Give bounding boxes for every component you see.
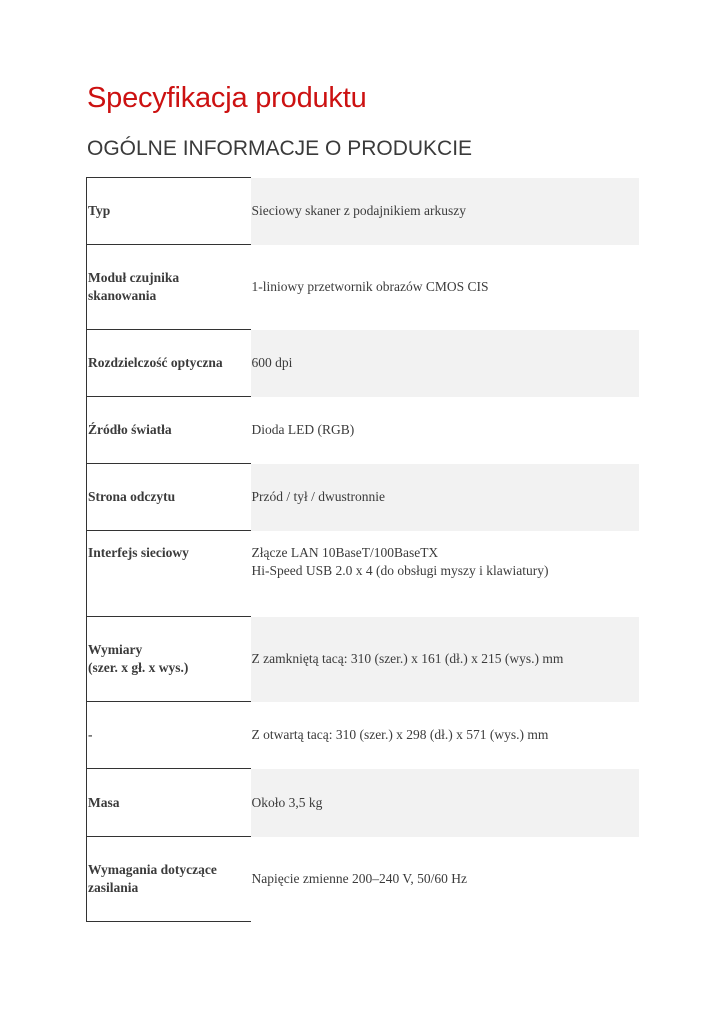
spec-label: Moduł czujnika skanowania (87, 245, 251, 330)
spec-value-line: Hi-Speed USB 2.0 x 4 (do obsługi myszy i klawiatury) (251, 562, 549, 578)
spec-value: 1-liniowy przetwornik obrazów CMOS CIS (251, 279, 489, 294)
spec-value-line: Złącze LAN 10BaseT/100BaseTX (251, 544, 439, 560)
spec-value: Z otwartą tacą: 310 (szer.) x 298 (dł.) x 571 (wys.) mm (251, 727, 549, 742)
spec-row-sensor (87, 245, 639, 330)
spec-value (251, 531, 639, 617)
spec-label: Rozdzielczość optyczna (87, 330, 251, 397)
spec-value: Z zamkniętą tacą: 310 (szer.) x 161 (dł.) x 215 (wys.) mm (251, 617, 639, 702)
spec-row-power (87, 837, 639, 922)
spec-label-line: Wymiary (88, 642, 143, 657)
spec-value: Około 3,5 kg (251, 769, 639, 837)
spec-value: Przód / tył / dwustronnie (251, 464, 639, 531)
spec-row-dimensions (87, 617, 639, 702)
spec-row-typ (87, 178, 639, 245)
spec-row-interface (87, 531, 639, 617)
spec-label-line: (szer. x gł. x wys.) (88, 660, 189, 675)
spec-label (87, 617, 251, 702)
page-title: Specyfikacja produktu (87, 82, 367, 114)
spec-label: - (87, 702, 251, 769)
spec-row-dimensions-open (87, 702, 639, 769)
spec-table (86, 177, 639, 922)
spec-row-light-source (87, 397, 639, 464)
spec-label: Interfejs sieciowy (87, 531, 251, 617)
spec-label: Źródło światła (87, 397, 251, 464)
spec-label: Wymagania dotyczące zasilania (87, 837, 251, 922)
spec-label: Masa (87, 769, 251, 837)
spec-value: Sieciowy skaner z podajnikiem arkuszy (251, 178, 639, 245)
spec-row-resolution (87, 330, 639, 397)
spec-label: Strona odczytu (87, 464, 251, 531)
spec-label: Typ (87, 178, 251, 245)
spec-value: Dioda LED (RGB) (251, 422, 355, 437)
section-title: OGÓLNE INFORMACJE O PRODUKCIE (87, 137, 473, 160)
spec-row-weight (87, 769, 639, 837)
spec-value: Napięcie zmienne 200–240 V, 50/60 Hz (251, 871, 467, 886)
spec-value: 600 dpi (251, 330, 639, 397)
spec-row-scan-side (87, 464, 639, 531)
